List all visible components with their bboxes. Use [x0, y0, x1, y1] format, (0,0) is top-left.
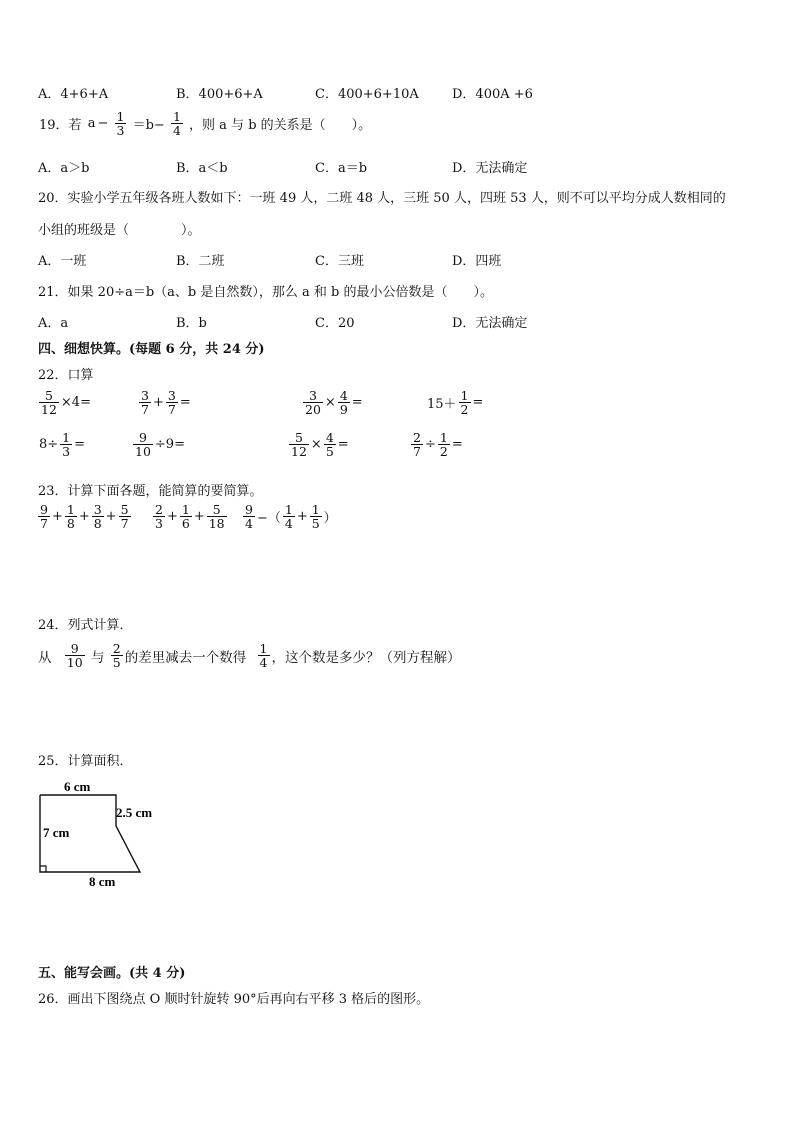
- q20-option-c: C．三班: [315, 254, 364, 269]
- q19-option-a: A．a＞b: [38, 161, 90, 176]
- q22-expr-5: 8÷ $\frac{1}{3}$ =: [39, 430, 86, 460]
- label-top: 6 cm: [64, 779, 91, 794]
- q19-option-c: C．a＝b: [315, 161, 368, 176]
- q20-option-b: B．二班: [176, 254, 225, 269]
- q19-equals: ＝b−: [132, 118, 165, 134]
- q21-option-d: D．无法确定: [452, 316, 528, 331]
- q23-calc-1: $\frac{9}{7}$ + $\frac{1}{8}$ + $\frac{3}{8}$ + $\frac{5}{7}$: [40, 502, 129, 532]
- q18-option-b: B．400+6+A: [176, 87, 263, 102]
- q19-minus: −: [97, 116, 109, 132]
- q24-question: 从 $\frac{9}{10}$ 与 $\frac{2}{5}$ 的差里减去一个数得 $\frac{1}{4}$ ，这个数是多少？（列方程解）: [38, 641, 461, 671]
- q23-calc-2: $\frac{2}{3}$ + $\frac{1}{6}$ + $\frac{5}{18}$: [155, 502, 225, 532]
- section-4-title: 四、细想快算。(每题 6 分，共 24 分): [38, 342, 265, 357]
- q19-fraction-2: $\frac{1}{4}$: [172, 109, 181, 139]
- q21-option-c: C．20: [315, 316, 355, 331]
- q21-option-b: B．b: [176, 316, 207, 331]
- q25-title: 25．计算面积．: [38, 754, 133, 769]
- q23-title: 23．计算下面各题，能简算的要简算。: [38, 484, 263, 499]
- section-5-title: 五、能写会画。(共 4 分): [38, 966, 186, 981]
- right-angle-mark: [40, 866, 46, 872]
- q25-figure: [30, 778, 170, 890]
- q26-question: 26．画出下图绕点 O 顺时针旋转 90°后再向右平移 3 格后的图形。: [38, 992, 430, 1007]
- q19-var-a: a: [87, 116, 96, 132]
- q22-expr-4: 15＋ $\frac{1}{2}$ =: [427, 388, 484, 418]
- q22-expr-2: $\frac{3}{7}$ + $\frac{3}{7}$ =: [141, 388, 191, 418]
- q19-fraction-1: $\frac{1}{3}$: [116, 109, 125, 139]
- q20-option-d: D．四班: [452, 254, 502, 269]
- q18-option-a: A．4+6+A: [38, 87, 109, 102]
- q22-expr-7: $\frac{5}{12}$ × $\frac{4}{5}$ =: [291, 430, 349, 460]
- q19-prefix: 19．若: [39, 118, 82, 134]
- q21-option-a: A．a: [38, 316, 69, 331]
- q20-option-a: A．一班: [38, 254, 87, 269]
- label-left: 7 cm: [43, 825, 70, 840]
- q22-expr-6: $\frac{9}{10}$ ÷9=: [135, 430, 185, 460]
- q18-option-d: D．400A +6: [452, 87, 533, 102]
- label-bottom: 8 cm: [89, 874, 116, 889]
- q24-title: 24．列式计算．: [38, 618, 133, 633]
- q20-line-2: 小组的班级是（ ）。: [38, 223, 201, 238]
- label-slant: 2.5 cm: [116, 805, 153, 820]
- q23-calc-3: $\frac{9}{4}$ −（ $\frac{1}{4}$ + $\frac{1}{5}$ ）: [245, 502, 337, 532]
- q22-expr-3: $\frac{3}{20}$ × $\frac{4}{9}$ =: [305, 388, 363, 418]
- q22-expr-1: $\frac{5}{12}$ ×4=: [41, 388, 91, 418]
- q19-option-b: B．a＜b: [176, 161, 228, 176]
- q21-question: 21．如果 20÷a＝b（a、b 是自然数），那么 a 和 b 的最小公倍数是（ ）。: [38, 285, 493, 300]
- q22-title: 22．口算: [38, 368, 94, 383]
- q22-expr-8: $\frac{2}{7}$ ÷ $\frac{1}{2}$ =: [413, 430, 463, 460]
- q18-option-c: C．400+6+10A: [315, 87, 419, 102]
- q19-suffix: ，则 a 与 b 的关系是（ ）。: [189, 118, 372, 134]
- q19-question: [38, 110, 372, 137]
- q20-line-1: 20．实验小学五年级各班人数如下：一班 49 人，二班 48 人，三班 50 人，四班 53 人，则不可以平均分成人数相同的: [38, 191, 726, 206]
- q19-option-d: D．无法确定: [452, 161, 528, 176]
